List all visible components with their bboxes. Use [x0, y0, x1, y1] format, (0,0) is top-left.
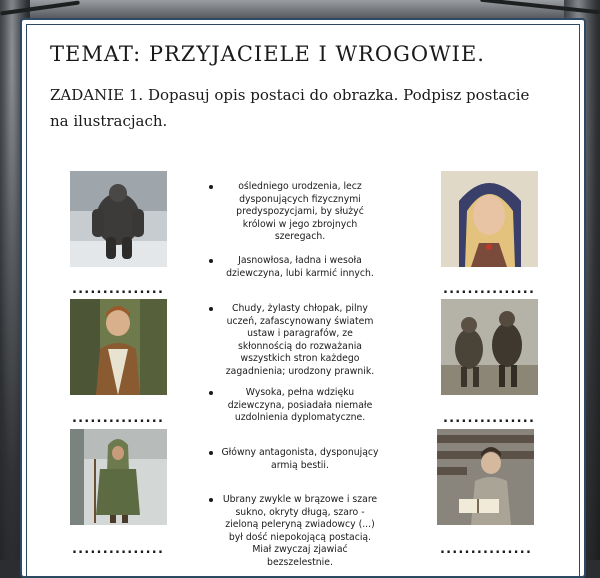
description-3: Chudy, żylasty chłopak, pilny uczeń, zafascynowany światem ustaw i paragrafów, ze skłonnością do rozważania wszystkich stron każdego zagadnienia; urodzony prawnik. — [225, 303, 375, 377]
beast-warrior-image — [70, 171, 167, 267]
description-5: Główny antagonista, dysponujący armią bestii. — [221, 447, 379, 471]
bullet — [209, 451, 213, 455]
description-6: Ubrany zwykle w brązowe i szare sukno, okryty długą, szaro - zieloną peleryną zwiadowcy (...) był dość niepokojącą postacią. Miał zwyczaj zjawiać bezszelestnie. — [222, 494, 378, 568]
bullet — [209, 391, 213, 395]
description-4: Wysoka, pełna wdzięku dziewczyna, posiadała niemałe uzdolnienia dyplomatyczne. — [227, 387, 373, 424]
answer-line-left-3[interactable]: ............... — [72, 542, 165, 557]
bullet — [209, 185, 213, 189]
answer-line-right-2[interactable]: ............... — [443, 411, 536, 426]
young-boy-image — [70, 299, 167, 395]
bullet — [209, 498, 213, 502]
blonde-girl-image — [441, 171, 538, 267]
answer-line-right-1[interactable]: ............... — [443, 282, 536, 297]
description-2: Jasnowłosa, ładna i wesoła dziewczyna, lubi karmić innych. — [226, 255, 374, 279]
worksheet-title: TEMAT: PRZYJACIELE I WROGOWIE. — [50, 42, 485, 66]
bullet — [209, 259, 213, 263]
hooded-ranger-image — [70, 429, 167, 525]
beast-army-image — [441, 299, 538, 395]
description-1: ośledniego urodzenia, lecz dysponujących fizycznymi predyspozycjami, by służyć królowi w jego zbrojnych szeregach. — [236, 181, 364, 243]
bullet — [209, 307, 213, 311]
answer-line-left-1[interactable]: ............... — [72, 282, 165, 297]
answer-line-left-2[interactable]: ............... — [72, 411, 165, 426]
scholar-reading-image — [437, 429, 534, 525]
answer-line-right-3[interactable]: ............... — [440, 542, 533, 557]
task-instruction: ZADANIE 1. Dopasuj opis postaci do obrazka. Podpisz postacie na ilustracjach. — [50, 86, 530, 130]
